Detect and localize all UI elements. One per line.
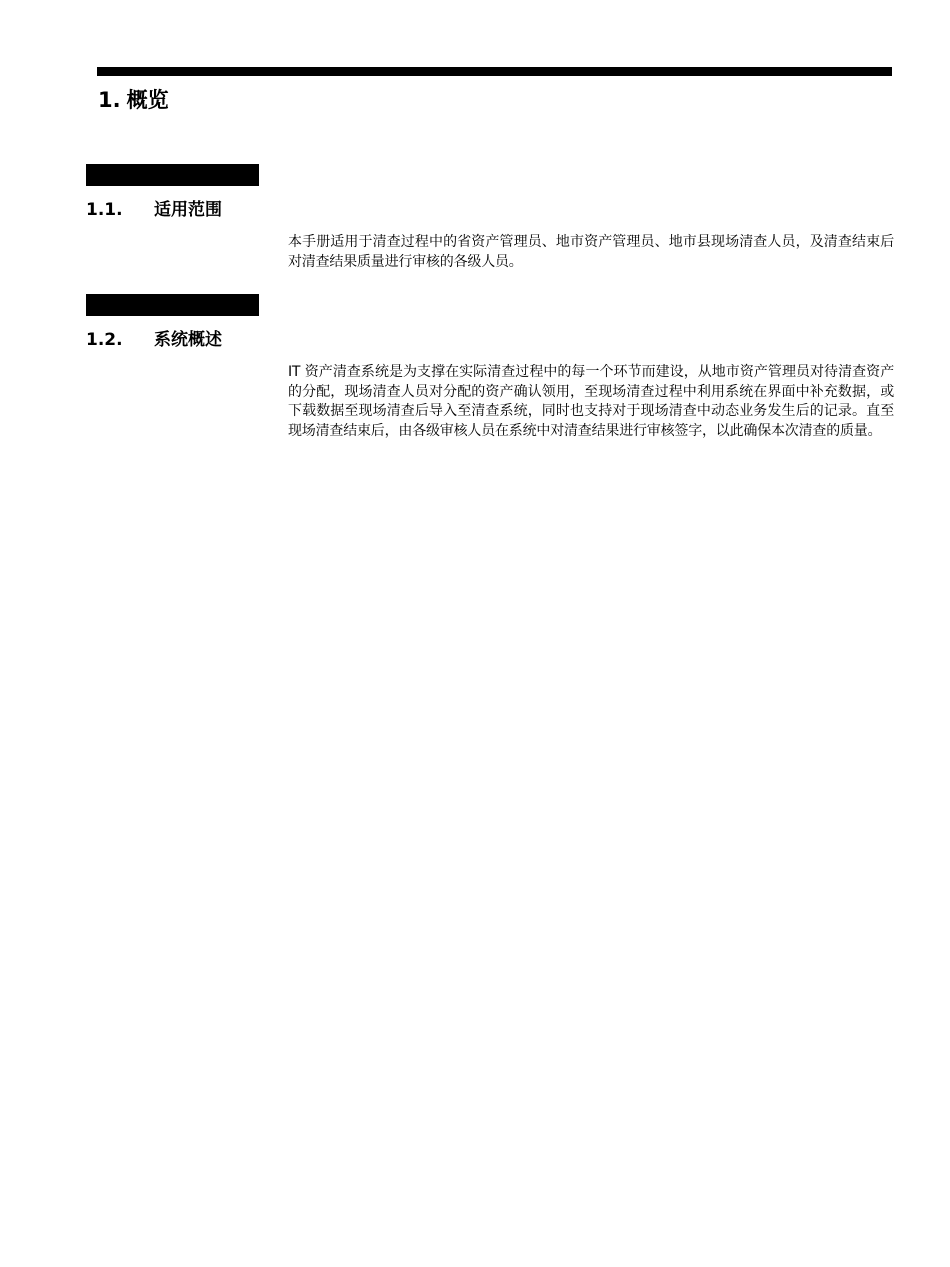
- section-number: 1.1.: [86, 200, 123, 220]
- section-heading: [86, 328, 222, 352]
- chapter-heading: [98, 86, 169, 114]
- section-body-text: IT 资产清查系统是为支撑在实际清查过程中的每一个环节而建设，从地市资产管理员对待清查资产的分配，现场清查人员对分配的资产确认领用，至现场清查过程中利用系统在界面中补充数据，或下载数据至现场清查后导入至清查系统，同时也支持对于现场清查中动态业务发生后的记录。直至现场清查结束后，由各级审核人员在系统中对清查结果进行审核签字，以此确保本次清查的质量。: [288, 364, 894, 439]
- section-title: 适用范围: [154, 200, 222, 220]
- chapter-title: 概览: [126, 88, 169, 112]
- section-heading: [86, 198, 222, 222]
- section-body-text: 本手册适用于清查过程中的省资产管理员、地市资产管理员、地市县现场清查人员，及清查结束后对清查结果质量进行审核的各级人员。: [288, 234, 894, 270]
- section-title: 系统概述: [154, 330, 222, 350]
- section-number: 1.2.: [86, 330, 123, 350]
- chapter-top-rule: [97, 67, 892, 76]
- section-marker-bar: [86, 294, 259, 316]
- chapter-number: 1.: [98, 88, 121, 112]
- section-marker-bar: [86, 164, 259, 186]
